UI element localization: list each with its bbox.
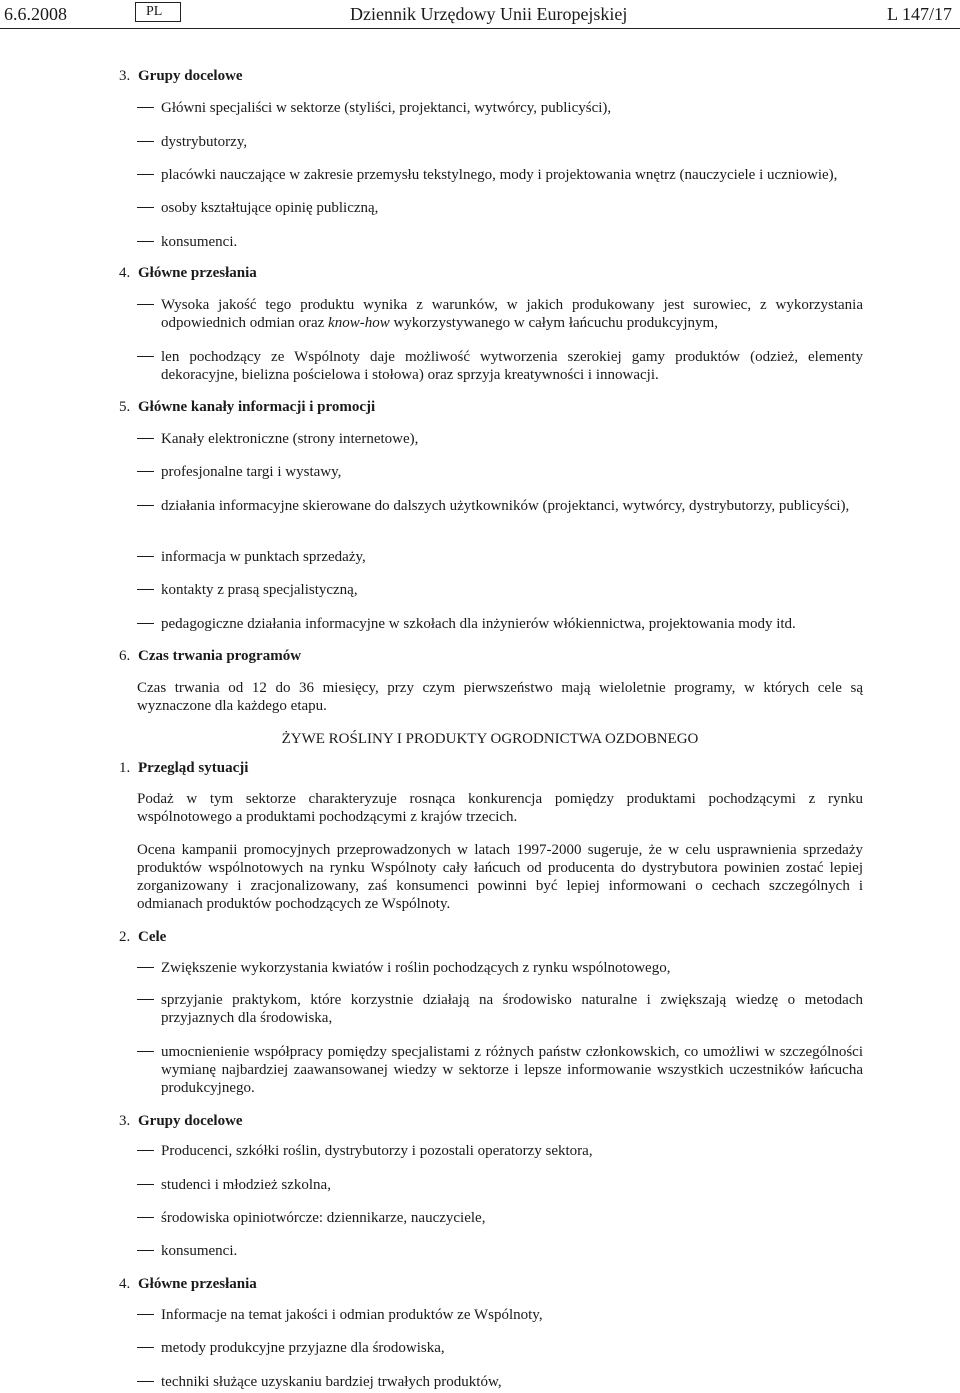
dash-bullet bbox=[137, 589, 154, 590]
dash-bullet bbox=[137, 1381, 154, 1382]
list-item: Informacje na temat jakości i odmian produktów ze Wspólnoty, bbox=[137, 1306, 863, 1324]
section-title: Główne kanały informacji i promocji bbox=[138, 399, 376, 415]
section-title: Grupy docelowe bbox=[138, 1113, 243, 1129]
list-item: sprzyjanie praktykom, które korzystnie działają na środowisko naturalne i zwiększają wiedzę o metodach przyjaznych dla środowiska, bbox=[137, 991, 863, 1027]
dash-bullet bbox=[137, 505, 154, 506]
sector-title: ŻYWE ROŚLINY I PRODUKTY OGRODNICTWA OZDOBNEGO bbox=[281, 731, 699, 747]
dash-bullet bbox=[137, 438, 154, 439]
paragraph: Czas trwania od 12 do 36 miesięcy, przy czym pierwszeństwo mają wieloletnie programy, w których cele są wyznaczone dla każdego etapu. bbox=[137, 680, 863, 714]
list-item: Producenci, szkółki roślin, dystrybutorzy i pozostali operatorzy sektora, bbox=[137, 1142, 863, 1160]
list-item: studenci i młodzież szkolna, bbox=[137, 1176, 863, 1194]
section-title: Czas trwania programów bbox=[138, 648, 302, 664]
dash-bullet bbox=[137, 623, 154, 624]
section-number: 4. bbox=[119, 265, 131, 281]
section-title: Główne przesłania bbox=[138, 1276, 257, 1292]
section-title: Grupy docelowe bbox=[138, 68, 243, 84]
section-number: 6. bbox=[119, 648, 131, 664]
dash-bullet bbox=[137, 1347, 154, 1348]
section-number: 3. bbox=[119, 68, 131, 84]
paragraph: Ocena kampanii promocyjnych przeprowadzonych w latach 1997-2000 sugeruje, że w celu usprawnienia sprzedaży produktów wspólnotowych na rynku Wspólnoty cały łańcuch od producenta do dystrybutora powinien zostać lepiej zorganizowany i zracjonalizowany, zaś konsumenci powinni być lepiej informowani o cechach szczególnych i odmianach produktów pochodzących ze Wspólnoty. bbox=[137, 842, 863, 912]
list-item: Wysoka jakość tego produktu wynika z warunków, w jakich produkowany jest surowiec, z wykorzystania odpowiednich odmian oraz know-how wykorzystywanego w całym łańcuchu produkcyjnym, bbox=[137, 296, 863, 332]
section-heading bbox=[119, 67, 243, 85]
list-item: informacja w punktach sprzedaży, bbox=[137, 548, 863, 566]
dash-bullet bbox=[137, 471, 154, 472]
dash-bullet bbox=[137, 141, 154, 142]
section-heading bbox=[119, 398, 375, 416]
list-item: profesjonalne targi i wystawy, bbox=[137, 463, 863, 481]
section-number: 1. bbox=[119, 760, 131, 776]
italic-term: know-how bbox=[328, 315, 390, 331]
list-item: konsumenci. bbox=[137, 1242, 863, 1260]
section-heading bbox=[119, 1275, 257, 1293]
section-number: 5. bbox=[119, 399, 131, 415]
section-heading bbox=[119, 759, 248, 777]
dash-bullet bbox=[137, 967, 154, 968]
section-title: Główne przesłania bbox=[138, 265, 257, 281]
language-code-box: PL bbox=[135, 2, 181, 22]
section-heading bbox=[119, 928, 166, 946]
dash-bullet bbox=[137, 1051, 154, 1052]
list-item: techniki służące uzyskaniu bardziej trwałych produktów, bbox=[137, 1373, 863, 1391]
dash-bullet bbox=[137, 1184, 154, 1185]
section-heading bbox=[119, 1112, 243, 1130]
header-divider bbox=[0, 28, 960, 29]
list-item: kontakty z prasą specjalistyczną, bbox=[137, 581, 863, 599]
journal-title: Dziennik Urzędowy Unii Europejskiej bbox=[350, 4, 628, 24]
list-item: osoby kształtujące opinię publiczną, bbox=[137, 199, 863, 217]
list-item: pedagogiczne działania informacyjne w szkołach dla inżynierów włókiennictwa, projektowania mody itd. bbox=[137, 615, 863, 633]
list-item: Kanały elektroniczne (strony internetowe), bbox=[137, 430, 863, 448]
page-number: L 147/17 bbox=[887, 4, 952, 24]
dash-bullet bbox=[137, 356, 154, 357]
dash-bullet bbox=[137, 207, 154, 208]
section-title: Przegląd sytuacji bbox=[138, 760, 249, 776]
dash-bullet bbox=[137, 241, 154, 242]
list-item: środowiska opiniotwórcze: dziennikarze, nauczyciele, bbox=[137, 1209, 863, 1227]
section-heading bbox=[119, 647, 301, 665]
section-number: 2. bbox=[119, 929, 131, 945]
section-heading bbox=[119, 264, 257, 282]
dash-bullet bbox=[137, 1314, 154, 1315]
paragraph: Podaż w tym sektorze charakteryzuje rosnąca konkurencja pomiędzy produktami pochodzącymi z rynku wspólnotowego a produktami pochodzącymi z krajów trzecich. bbox=[137, 791, 863, 825]
list-item: len pochodzący ze Wspólnoty daje możliwość wytworzenia szerokiej gamy produktów (odzież, elementy dekoracyjne, bielizna pościelowa i stołowa) oraz sprzyja kreatywności i innowacji. bbox=[137, 348, 863, 384]
page-header bbox=[0, 0, 960, 28]
list-item: działania informacyjne skierowane do dalszych użytkowników (projektanci, wytwórcy, dystrybutorzy, publicyści), bbox=[137, 497, 863, 515]
list-item: Zwiększenie wykorzystania kwiatów i roślin pochodzących z rynku wspólnotowego, bbox=[137, 959, 863, 977]
dash-bullet bbox=[137, 174, 154, 175]
section-title: Cele bbox=[138, 929, 167, 945]
dash-bullet bbox=[137, 304, 154, 305]
publication-date: 6.6.2008 bbox=[4, 4, 67, 24]
dash-bullet bbox=[137, 556, 154, 557]
list-item: Główni specjaliści w sektorze (styliści, projektanci, wytwórcy, publicyści), bbox=[137, 99, 863, 117]
list-item: konsumenci. bbox=[137, 233, 863, 251]
dash-bullet bbox=[137, 1250, 154, 1251]
list-item: metody produkcyjne przyjazne dla środowiska, bbox=[137, 1339, 863, 1357]
list-item: umocnienienie współpracy pomiędzy specjalistami z różnych państw członkowskich, co umożliwi w szczególności wymianę najbardziej zaawansowanej wiedzy w sektorze i lepsze informowanie wszystkich uczestników łańcucha produkcyjnego. bbox=[137, 1043, 863, 1097]
section-number: 4. bbox=[119, 1276, 131, 1292]
dash-bullet bbox=[137, 107, 154, 108]
list-item: dystrybutorzy, bbox=[137, 133, 863, 151]
dash-bullet bbox=[137, 1150, 154, 1151]
dash-bullet bbox=[137, 1217, 154, 1218]
section-number: 3. bbox=[119, 1113, 131, 1129]
list-item: placówki nauczające w zakresie przemysłu tekstylnego, mody i projektowania wnętrz (nauczyciele i uczniowie), bbox=[137, 166, 863, 184]
dash-bullet bbox=[137, 999, 154, 1000]
